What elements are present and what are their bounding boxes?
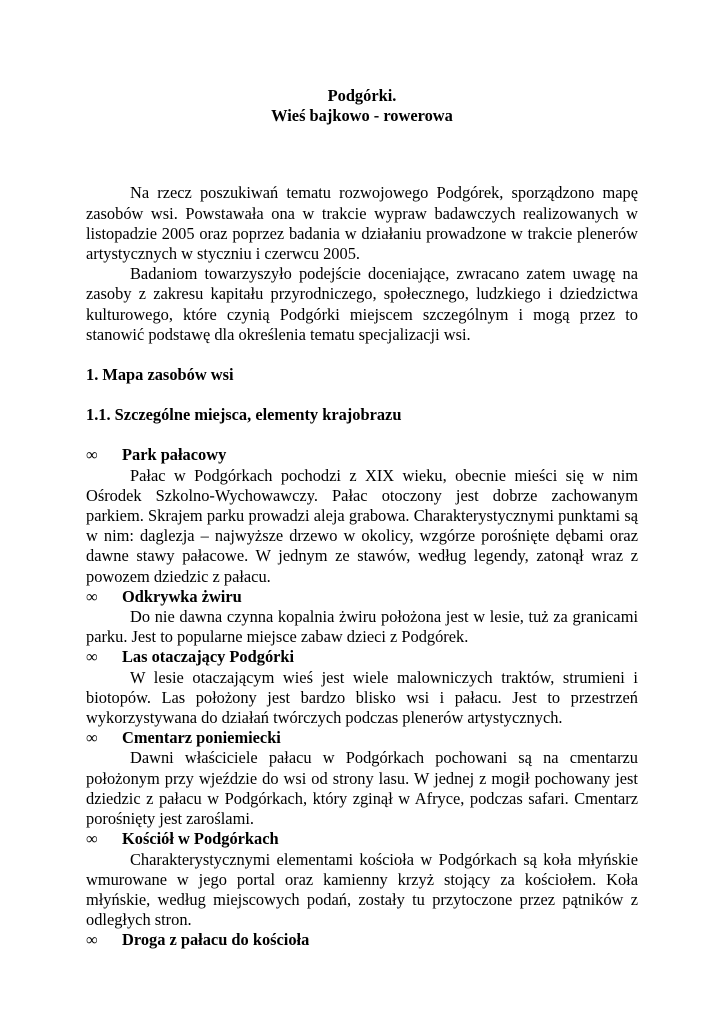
- document-title-line-1: Podgórki.: [327, 86, 397, 105]
- infinity-bullet-icon: ∞: [86, 586, 98, 606]
- intro-section: [86, 183, 638, 345]
- places-list: [86, 445, 638, 950]
- document-title-line-2: Wieś bajkowo - rowerowa: [271, 106, 453, 126]
- item-heading: Las otaczający Podgórki: [122, 647, 295, 667]
- item-text: Do nie dawna czynna kopalnia żwiru położona jest w lesie, tuż za granicami parku. Jest to popularne miejsce zabaw dzieci z Podgórek.: [86, 607, 638, 647]
- section-heading-1: 1. Mapa zasobów wsi: [86, 365, 234, 385]
- list-item: [86, 647, 638, 728]
- list-item: [86, 728, 638, 829]
- intro-paragraph: Badaniom towarzyszyło podejście doceniające, zwracano zatem uwagę na zasoby z zakresu kapitału przyrodniczego, społecznego, ludzkiego i dziedzictwa kulturowego, które czynią Podgórki miejscem szczególnym i mogą przez to stanowić podstawę dla określenia tematu specjalizacji wsi.: [86, 264, 638, 344]
- item-heading: Kościół w Podgórkach: [122, 829, 279, 849]
- item-heading: Odkrywka żwiru: [122, 586, 242, 606]
- section-heading-1-1: 1.1. Szczególne miejsca, elementy krajobrazu: [86, 405, 402, 425]
- item-heading: Park pałacowy: [122, 445, 227, 465]
- infinity-bullet-icon: ∞: [86, 930, 98, 950]
- item-heading: Cmentarz poniemiecki: [122, 728, 281, 748]
- intro-paragraph: Na rzecz poszukiwań tematu rozwojowego Podgórek, sporządzono mapę zasobów wsi. Powstawała ona w trakcie wypraw badawczych realizowanych w listopadzie 2005 oraz poprzez badania w działaniu prowadzone w trakcie plenerów artystycznych w styczniu i czerwcu 2005.: [86, 183, 638, 264]
- item-heading: Droga z pałacu do kościoła: [122, 930, 310, 950]
- item-text: Dawni właściciele pałacu w Podgórkach pochowani są na cmentarzu położonym przy wjeździe do wsi od strony lasu. W jednej z mogił pochowany jest dziedzic z pałacu w Podgórkach, który zginął w Afryce, podczas safari. Cmentarz porośnięty jest zaroślami.: [86, 748, 638, 829]
- item-text: W lesie otaczającym wieś jest wiele malowniczych traktów, strumieni i biotopów. Las położony jest bardzo blisko wsi i pałacu. Jest to przestrzeń wykorzystywana do działań twórczych podczas plenerów artystycznych.: [86, 667, 638, 728]
- list-item: [86, 829, 638, 930]
- list-item: [86, 445, 638, 586]
- infinity-bullet-icon: ∞: [86, 445, 98, 465]
- infinity-bullet-icon: ∞: [86, 647, 98, 667]
- item-text: Pałac w Podgórkach pochodzi z XIX wieku, obecnie mieści się w nim Ośrodek Szkolno-Wychowawczy. Pałac otoczony jest dobrze zachowanym parkiem. Skrajem parku prowadzi aleja grabowa. Charakterystycznymi punktami są w nim: daglezja – najwyższe drzewo w okolicy, wzgórze porośnięte dębami oraz dawne stawy pałacowe. W jednym ze stawów, według legendy, zatonął wraz z powozem dziedzic z pałacu.: [86, 465, 638, 586]
- list-item: [86, 587, 638, 648]
- infinity-bullet-icon: ∞: [86, 728, 98, 748]
- infinity-bullet-icon: ∞: [86, 829, 98, 849]
- item-text: Charakterystycznymi elementami kościoła w Podgórkach są koła młyńskie wmurowane w jego portal oraz kamienny krzyż stojący za kościołem. Koła młyńskie, według miejscowych podań, zostały tu przytoczone przez pątników z odległych stron.: [86, 849, 638, 930]
- list-item: [86, 930, 638, 950]
